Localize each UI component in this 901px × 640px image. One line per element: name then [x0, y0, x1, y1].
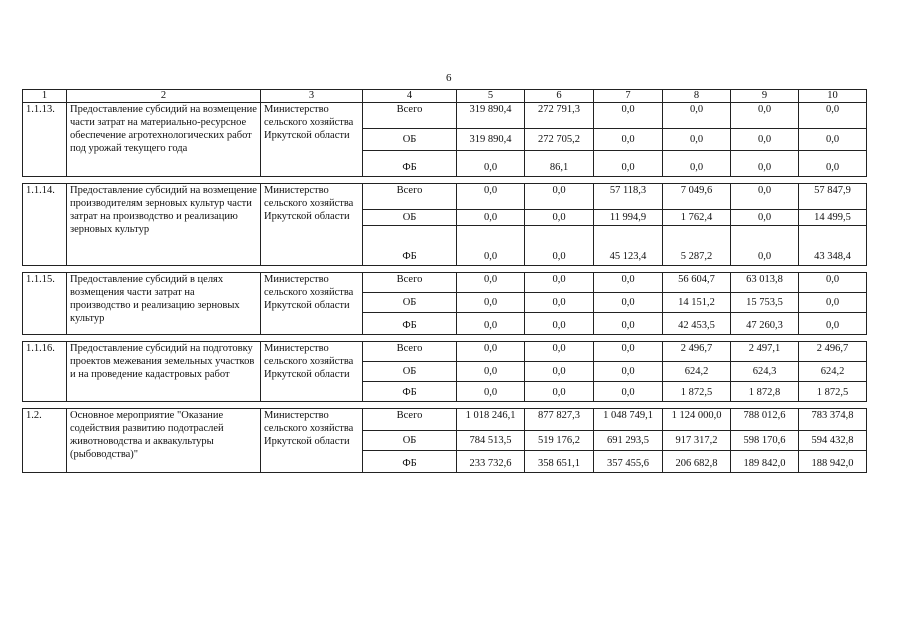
row-spacer-cell [23, 266, 867, 273]
value-cell: 0,0 [799, 273, 867, 293]
value-cell: 0,0 [457, 184, 525, 210]
value-cell: 0,0 [457, 293, 525, 313]
value-cell: 2 497,1 [731, 342, 799, 362]
value-cell: 1 018 246,1 [457, 409, 525, 431]
row-spacer-cell [23, 335, 867, 342]
value-cell: 0,0 [594, 293, 663, 313]
value-cell: 0,0 [594, 382, 663, 402]
value-cell: 691 293,5 [594, 431, 663, 451]
value-cell: 0,0 [525, 210, 594, 226]
funding-source: ФБ [363, 313, 457, 335]
column-header: 10 [799, 90, 867, 103]
value-cell: 0,0 [799, 313, 867, 335]
value-cell: 917 317,2 [663, 431, 731, 451]
column-header: 1 [23, 90, 67, 103]
value-cell: 0,0 [594, 313, 663, 335]
value-cell: 14 151,2 [663, 293, 731, 313]
value-cell: 0,0 [457, 313, 525, 335]
table-row [23, 273, 867, 293]
value-cell: 272 791,3 [525, 103, 594, 129]
row-description: Предоставление субсидий на подготовку проектов межевания земельных участков и на проведение кадастровых работ [67, 342, 261, 402]
table-row [23, 409, 867, 431]
row-department: Министерство сельского хозяйства Иркутской области [261, 273, 363, 335]
funding-source: ФБ [363, 226, 457, 266]
row-description: Основное мероприятие "Оказание содействия развитию подотраслей животноводства и аквакультуры (рыбоводства)" [67, 409, 261, 473]
row-index: 1.1.13. [23, 103, 67, 177]
value-cell: 0,0 [457, 342, 525, 362]
value-cell: 783 374,8 [799, 409, 867, 431]
value-cell: 319 890,4 [457, 129, 525, 151]
funding-source: ОБ [363, 431, 457, 451]
value-cell: 0,0 [457, 226, 525, 266]
column-header: 7 [594, 90, 663, 103]
value-cell: 272 705,2 [525, 129, 594, 151]
table-row [23, 103, 867, 129]
value-cell: 0,0 [457, 210, 525, 226]
value-cell: 624,3 [731, 362, 799, 382]
value-cell: 7 049,6 [663, 184, 731, 210]
value-cell: 1 048 749,1 [594, 409, 663, 431]
row-spacer [23, 266, 867, 273]
value-cell: 0,0 [799, 151, 867, 177]
row-index: 1.2. [23, 409, 67, 473]
value-cell: 43 348,4 [799, 226, 867, 266]
value-cell: 233 732,6 [457, 451, 525, 473]
value-cell: 598 170,6 [731, 431, 799, 451]
funding-source: ФБ [363, 382, 457, 402]
row-spacer-cell [23, 402, 867, 409]
page-number: 6 [446, 72, 452, 84]
value-cell: 0,0 [594, 362, 663, 382]
funding-source: Всего [363, 103, 457, 129]
value-cell: 319 890,4 [457, 103, 525, 129]
value-cell: 0,0 [525, 342, 594, 362]
value-cell: 0,0 [525, 226, 594, 266]
value-cell: 0,0 [663, 103, 731, 129]
value-cell: 0,0 [663, 129, 731, 151]
value-cell: 0,0 [525, 313, 594, 335]
row-department: Министерство сельского хозяйства Иркутской области [261, 342, 363, 402]
value-cell: 0,0 [731, 129, 799, 151]
value-cell: 1 872,5 [799, 382, 867, 402]
row-index: 1.1.16. [23, 342, 67, 402]
column-header: 5 [457, 90, 525, 103]
value-cell: 63 013,8 [731, 273, 799, 293]
value-cell: 594 432,8 [799, 431, 867, 451]
value-cell: 0,0 [594, 103, 663, 129]
table-row [23, 184, 867, 210]
value-cell: 5 287,2 [663, 226, 731, 266]
value-cell: 624,2 [799, 362, 867, 382]
value-cell: 0,0 [457, 382, 525, 402]
value-cell: 2 496,7 [799, 342, 867, 362]
value-cell: 0,0 [525, 293, 594, 313]
funding-source: Всего [363, 273, 457, 293]
value-cell: 56 604,7 [663, 273, 731, 293]
value-cell: 0,0 [594, 151, 663, 177]
funding-source: ОБ [363, 362, 457, 382]
value-cell: 0,0 [799, 103, 867, 129]
value-cell: 1 124 000,0 [663, 409, 731, 431]
value-cell: 15 753,5 [731, 293, 799, 313]
row-index: 1.1.14. [23, 184, 67, 266]
value-cell: 86,1 [525, 151, 594, 177]
value-cell: 189 842,0 [731, 451, 799, 473]
column-header: 2 [67, 90, 261, 103]
funding-source: Всего [363, 342, 457, 362]
value-cell: 0,0 [731, 210, 799, 226]
funding-source: ОБ [363, 129, 457, 151]
value-cell: 206 682,8 [663, 451, 731, 473]
value-cell: 57 847,9 [799, 184, 867, 210]
value-cell: 0,0 [799, 293, 867, 313]
funding-source: Всего [363, 184, 457, 210]
row-department: Министерство сельского хозяйства Иркутской области [261, 184, 363, 266]
value-cell: 788 012,6 [731, 409, 799, 431]
value-cell: 0,0 [457, 362, 525, 382]
value-cell: 0,0 [731, 151, 799, 177]
value-cell: 0,0 [594, 342, 663, 362]
value-cell: 1 762,4 [663, 210, 731, 226]
value-cell: 47 260,3 [731, 313, 799, 335]
value-cell: 357 455,6 [594, 451, 663, 473]
value-cell: 45 123,4 [594, 226, 663, 266]
value-cell: 0,0 [594, 273, 663, 293]
value-cell: 0,0 [731, 103, 799, 129]
value-cell: 0,0 [525, 362, 594, 382]
budget-table [22, 89, 867, 473]
funding-source: ОБ [363, 293, 457, 313]
column-header: 8 [663, 90, 731, 103]
value-cell: 1 872,8 [731, 382, 799, 402]
value-cell: 1 872,5 [663, 382, 731, 402]
row-index: 1.1.15. [23, 273, 67, 335]
value-cell: 0,0 [457, 273, 525, 293]
row-department: Министерство сельского хозяйства Иркутской области [261, 103, 363, 177]
header-row [23, 90, 867, 103]
value-cell: 11 994,9 [594, 210, 663, 226]
row-description: Предоставление субсидий на возмещение производителям зерновых культур части затрат на производство и реализацию зерновых культур [67, 184, 261, 266]
value-cell: 0,0 [731, 226, 799, 266]
value-cell: 624,2 [663, 362, 731, 382]
row-spacer [23, 177, 867, 184]
row-spacer [23, 402, 867, 409]
value-cell: 0,0 [731, 184, 799, 210]
value-cell: 0,0 [799, 129, 867, 151]
value-cell: 57 118,3 [594, 184, 663, 210]
value-cell: 0,0 [525, 273, 594, 293]
value-cell: 0,0 [594, 129, 663, 151]
column-header: 3 [261, 90, 363, 103]
funding-source: ОБ [363, 210, 457, 226]
column-header: 9 [731, 90, 799, 103]
value-cell: 358 651,1 [525, 451, 594, 473]
row-department: Министерство сельского хозяйства Иркутской области [261, 409, 363, 473]
value-cell: 784 513,5 [457, 431, 525, 451]
value-cell: 0,0 [525, 184, 594, 210]
value-cell: 0,0 [457, 151, 525, 177]
row-spacer [23, 335, 867, 342]
table-body [23, 103, 867, 473]
funding-source: Всего [363, 409, 457, 431]
value-cell: 877 827,3 [525, 409, 594, 431]
row-spacer-cell [23, 177, 867, 184]
funding-source: ФБ [363, 151, 457, 177]
row-description: Предоставление субсидий на возмещение части затрат на материально-ресурсное обеспечение агротехнологических работ под урожай текущего года [67, 103, 261, 177]
value-cell: 519 176,2 [525, 431, 594, 451]
value-cell: 188 942,0 [799, 451, 867, 473]
funding-source: ФБ [363, 451, 457, 473]
value-cell: 42 453,5 [663, 313, 731, 335]
table-row [23, 342, 867, 362]
column-header: 4 [363, 90, 457, 103]
value-cell: 2 496,7 [663, 342, 731, 362]
row-description: Предоставление субсидий в целях возмещения части затрат на производство и реализацию зерновых культур [67, 273, 261, 335]
value-cell: 14 499,5 [799, 210, 867, 226]
value-cell: 0,0 [663, 151, 731, 177]
value-cell: 0,0 [525, 382, 594, 402]
column-header: 6 [525, 90, 594, 103]
